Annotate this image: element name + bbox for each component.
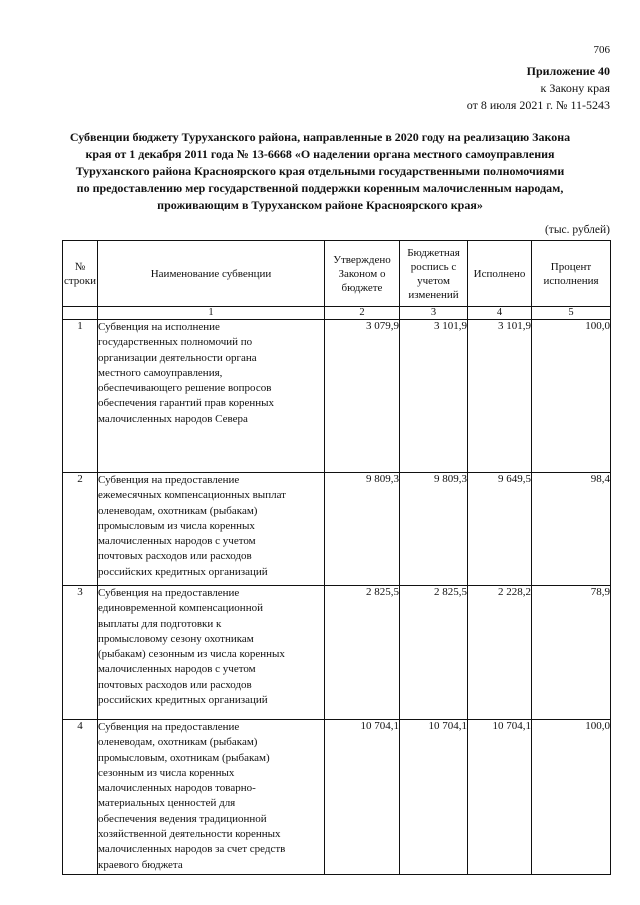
header-approved: Утверждено Законом о бюджете bbox=[325, 241, 400, 307]
header-subvention-name: Наименование субвенции bbox=[98, 241, 325, 307]
row-number: 4 bbox=[63, 720, 98, 875]
subvention-name-line: малочисленных народов с учетом bbox=[98, 663, 256, 676]
row-number: 1 bbox=[63, 320, 98, 473]
table-row bbox=[63, 473, 611, 586]
approved-value: 3 079,9 bbox=[325, 320, 400, 473]
approved-value: 9 809,3 bbox=[325, 473, 400, 586]
column-index: 1 bbox=[98, 307, 325, 320]
table-row bbox=[63, 586, 611, 720]
table-row bbox=[63, 720, 611, 875]
subvention-name-line: почтовых расходов или расходов bbox=[98, 678, 252, 691]
subvention-name-line: хозяйственной деятельности коренных bbox=[98, 828, 281, 841]
executed-value: 9 649,5 bbox=[468, 473, 532, 586]
subvention-name-line: Субвенция на предоставление bbox=[98, 474, 240, 486]
subvention-name-line: обеспечения ведения традиционной bbox=[98, 812, 267, 825]
executed-value: 10 704,1 bbox=[468, 720, 532, 875]
subvention-name-line: оленеводам, охотникам (рыбакам) bbox=[98, 736, 258, 749]
subvention-name-line: единовременной компенсационной bbox=[98, 602, 263, 615]
appendix-title: Приложение 40 bbox=[526, 64, 610, 78]
executed-value: 2 228,2 bbox=[468, 586, 532, 720]
appendix-law-ref: к Закону края bbox=[540, 81, 610, 95]
subvention-name-line: обеспечения гарантий прав коренных bbox=[98, 397, 275, 410]
subvention-name-line: промысловому сезону охотникам bbox=[98, 632, 254, 645]
column-index: 3 bbox=[400, 307, 468, 320]
subvention-name bbox=[98, 473, 325, 586]
subvention-name-line: ежемесячных компенсационных выплат bbox=[98, 489, 286, 502]
title-line: края от 1 декабря 2011 года № 13-6668 «О наделении органа местного самоуправления bbox=[85, 147, 555, 161]
title-line: Субвенции бюджету Туруханского района, направленные в 2020 году на реализацию Закона bbox=[69, 130, 571, 144]
subvention-name-line: почтовых расходов или расходов bbox=[98, 550, 252, 563]
appendix-law-date: от 8 июля 2021 г. № 11-5243 bbox=[466, 98, 610, 112]
subvention-name-line: промысловым, охотникам (рыбакам) bbox=[98, 751, 270, 764]
appendix-block bbox=[467, 63, 610, 114]
subvention-name-line: (рыбакам) сезонным из числа коренных bbox=[98, 648, 285, 661]
subvention-name bbox=[98, 720, 325, 875]
subvention-name bbox=[98, 320, 325, 473]
units-label: (тыс. рублей) bbox=[544, 224, 610, 236]
column-index: 4 bbox=[468, 307, 532, 320]
column-index: 2 bbox=[325, 307, 400, 320]
title-line: по предоставлению мер государственной поддержки коренным малочисленным народам, bbox=[76, 181, 564, 195]
subvention-name-line: Субвенция на предоставление bbox=[98, 721, 240, 733]
subvention-name-line: краевого бюджета bbox=[98, 858, 183, 871]
percent-value: 78,9 bbox=[532, 586, 611, 720]
header-percent: Процент исполнения bbox=[532, 241, 611, 307]
subvention-name-line: материальных ценностей для bbox=[98, 797, 236, 810]
subvention-name-line: местного самоуправления, bbox=[98, 366, 223, 379]
subvention-name-line: малочисленных народов товарно- bbox=[98, 782, 256, 795]
subvention-name-line: малочисленных народов с учетом bbox=[98, 535, 256, 548]
subvention-name-line: Субвенция на предоставление bbox=[98, 587, 240, 599]
table-body bbox=[63, 320, 611, 875]
subvention-name-line: обеспечивающего решение вопросов bbox=[98, 382, 272, 395]
schedule-value: 10 704,1 bbox=[400, 720, 468, 875]
column-index: 5 bbox=[532, 307, 611, 320]
subvention-name-line: российских кредитных организаций bbox=[98, 565, 268, 578]
percent-value: 98,4 bbox=[532, 473, 611, 586]
page-number: 706 bbox=[593, 44, 610, 56]
table-header-row bbox=[63, 241, 611, 307]
title-line: Туруханского района Красноярского края отдельными государственными полномочиями bbox=[75, 164, 565, 178]
document-title bbox=[40, 129, 600, 214]
approved-value: 10 704,1 bbox=[325, 720, 400, 875]
header-row-number: № строки bbox=[63, 241, 98, 307]
schedule-value: 2 825,5 bbox=[400, 586, 468, 720]
executed-value: 3 101,9 bbox=[468, 320, 532, 473]
percent-value: 100,0 bbox=[532, 320, 611, 473]
subvention-name-line: Субвенция на исполнение bbox=[98, 321, 220, 333]
schedule-value: 3 101,9 bbox=[400, 320, 468, 473]
subvention-name-line: малочисленных народов Севера bbox=[98, 412, 248, 425]
subvention-name-line: оленеводам, охотникам (рыбакам) bbox=[98, 504, 258, 517]
subvention-name-line: российских кредитных организаций bbox=[98, 694, 268, 707]
row-number: 2 bbox=[63, 473, 98, 586]
subvention-name-line: организации деятельности органа bbox=[98, 351, 257, 364]
subvention-name-line: промысловым из числа коренных bbox=[98, 519, 255, 532]
row-number: 3 bbox=[63, 586, 98, 720]
subvention-name-line: государственных полномочий по bbox=[98, 336, 253, 349]
header-budget-schedule: Бюджетная роспись с учетом изменений bbox=[400, 241, 468, 307]
approved-value: 2 825,5 bbox=[325, 586, 400, 720]
subvention-name-line: выплаты для подготовки к bbox=[98, 617, 222, 630]
subvention-name bbox=[98, 586, 325, 720]
title-line: проживающим в Туруханском районе Красноярского края» bbox=[157, 198, 483, 212]
column-index-row bbox=[63, 307, 611, 320]
table-row bbox=[63, 320, 611, 473]
schedule-value: 9 809,3 bbox=[400, 473, 468, 586]
percent-value: 100,0 bbox=[532, 720, 611, 875]
subvention-name-line: сезонным из числа коренных bbox=[98, 766, 235, 779]
subvention-name-line: малочисленных народов за счет средств bbox=[98, 843, 286, 856]
subventions-table bbox=[62, 240, 611, 875]
header-executed: Исполнено bbox=[468, 241, 532, 307]
